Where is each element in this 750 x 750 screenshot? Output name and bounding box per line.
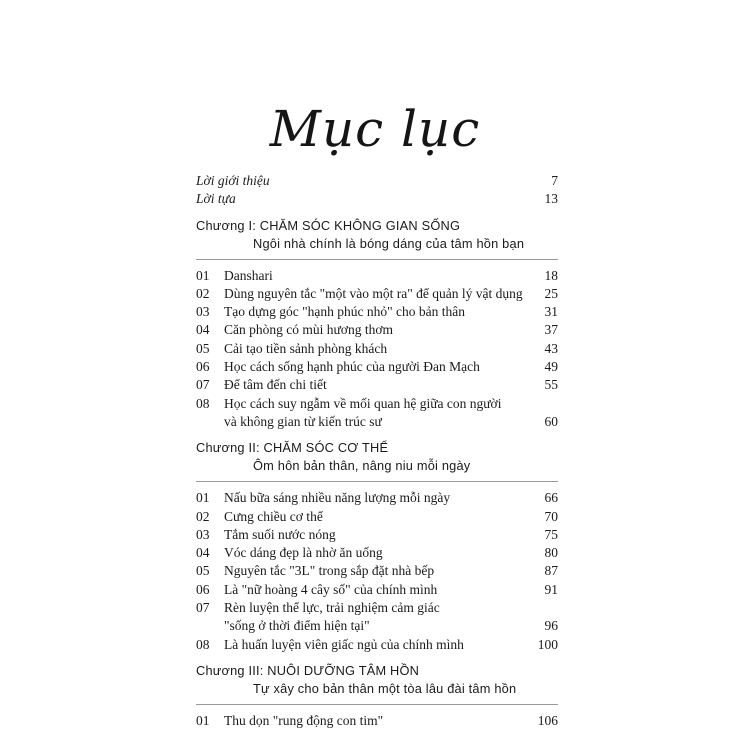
toc-item[interactable] [196, 267, 558, 285]
item-title: Dùng nguyên tắc "một vào một ra" để quản lý vật dụng [224, 285, 523, 301]
item-title: Tắm suối nước nóng [224, 526, 336, 542]
divider [196, 704, 558, 705]
toc-page-number: 96 [544, 618, 558, 634]
item-title: Học cách sống hạnh phúc của người Đan Mạch [224, 359, 480, 375]
toc-page-number: 49 [544, 359, 558, 375]
chapter-subtitle: Ngôi nhà chính là bóng dáng của tâm hồn bạn [253, 235, 525, 251]
item-title: Là huấn luyện viên giấc ngủ của chính mình [224, 636, 464, 652]
chapter-title: Chương I: CHĂM SÓC KHÔNG GIAN SỐNG [196, 217, 461, 233]
item-number: 07 [196, 600, 210, 616]
item-title: Cưng chiều cơ thể [224, 508, 323, 524]
item-number: 02 [196, 285, 210, 301]
item-number: 08 [196, 636, 210, 652]
chapter-subtitle: Tự xây cho bản thân một tòa lâu đài tâm hồn [253, 680, 517, 696]
toc-item[interactable] [196, 340, 558, 358]
item-number: 06 [196, 359, 210, 375]
item-title: Cải tạo tiền sảnh phòng khách [224, 340, 388, 356]
toc-page-number: 66 [544, 490, 558, 506]
item-title: Là "nữ hoàng 4 cây số" của chính mình [224, 581, 438, 597]
toc-item[interactable] [196, 562, 558, 580]
item-title: Nấu bữa sáng nhiều năng lượng mỗi ngày [224, 490, 451, 506]
toc-page-number: 100 [537, 636, 558, 652]
toc-page-number: 25 [544, 285, 558, 301]
toc-page-number: 43 [544, 340, 558, 356]
item-number: 01 [196, 267, 210, 283]
toc-page-number: 106 [537, 712, 558, 728]
item-title: Tạo dựng góc "hạnh phúc nhỏ" cho bản thân [224, 304, 466, 320]
chapter-subtitle: Ôm hôn bản thân, nâng niu mỗi ngày [253, 458, 471, 474]
item-number: 03 [196, 304, 210, 320]
toc-page-number: 7 [551, 173, 558, 188]
item-number: 05 [196, 340, 210, 356]
item-number: 04 [196, 545, 210, 561]
item-title-continued: "sống ở thời điểm hiện tại" [224, 618, 370, 634]
item-number: 08 [196, 395, 210, 411]
toc-entry-label: Lời giới thiệu [196, 173, 270, 188]
chapter-heading[interactable] [196, 662, 558, 698]
toc-page-number: 60 [544, 413, 558, 429]
item-title: Để tâm đến chi tiết [224, 377, 327, 393]
toc-item[interactable] [196, 358, 558, 376]
toc-item[interactable] [196, 395, 558, 432]
page-title: Mục lục [269, 100, 481, 158]
chapter-title: Chương II: CHĂM SÓC CƠ THỂ [196, 440, 389, 456]
toc-page-number: 87 [544, 563, 558, 579]
toc-intro-row[interactable] [196, 190, 558, 208]
item-number: 03 [196, 526, 210, 542]
item-title-continued: và không gian từ kiến trúc sư [224, 413, 382, 429]
item-title: Thu dọn "rung động con tim" [224, 712, 384, 728]
toc-page-number: 18 [544, 267, 558, 283]
item-number: 06 [196, 581, 210, 597]
item-number: 02 [196, 508, 210, 524]
toc-page-number: 70 [544, 508, 558, 524]
item-number: 07 [196, 377, 210, 393]
toc-page-number: 91 [544, 581, 558, 597]
toc-item[interactable] [196, 489, 558, 507]
item-title: Căn phòng có mùi hương thơm [224, 322, 393, 338]
item-title: Nguyên tắc "3L" trong sắp đặt nhà bếp [224, 563, 435, 579]
toc-item[interactable] [196, 376, 558, 394]
chapter-heading[interactable] [196, 439, 558, 475]
item-title: Học cách suy ngẫm về mối quan hệ giữa con người [224, 395, 502, 411]
toc-item[interactable] [196, 303, 558, 321]
toc-entry-label: Lời tựa [196, 191, 236, 207]
toc-item[interactable] [196, 321, 558, 339]
toc-item[interactable] [196, 712, 558, 730]
divider [196, 481, 558, 482]
divider [196, 259, 558, 260]
item-number: 04 [196, 322, 210, 338]
chapter-title: Chương III: NUÔI DƯỠNG TÂM HỒN [196, 662, 420, 678]
toc-page-number: 13 [544, 191, 558, 207]
item-title: Danshari [224, 267, 273, 283]
toc-page-number: 55 [544, 377, 558, 393]
toc-item[interactable] [196, 526, 558, 544]
item-number: 01 [196, 712, 210, 728]
item-title: Rèn luyện thể lực, trải nghiệm cảm giác [224, 600, 440, 616]
toc-item[interactable] [196, 508, 558, 526]
toc-item[interactable] [196, 581, 558, 599]
toc-item[interactable] [196, 636, 558, 654]
item-number: 01 [196, 490, 210, 506]
item-number: 05 [196, 563, 210, 579]
toc-item[interactable] [196, 544, 558, 562]
chapter-heading[interactable] [196, 217, 558, 253]
toc-item[interactable] [196, 599, 558, 636]
toc-page-number: 80 [544, 545, 558, 561]
item-title: Vóc dáng đẹp là nhờ ăn uống [224, 545, 383, 561]
toc-page-number: 37 [544, 322, 558, 338]
table-of-contents [196, 172, 558, 730]
toc-page-number: 31 [544, 304, 558, 320]
toc-intro-row[interactable] [196, 172, 558, 190]
toc-page-number: 75 [544, 526, 558, 542]
toc-item[interactable] [196, 285, 558, 303]
